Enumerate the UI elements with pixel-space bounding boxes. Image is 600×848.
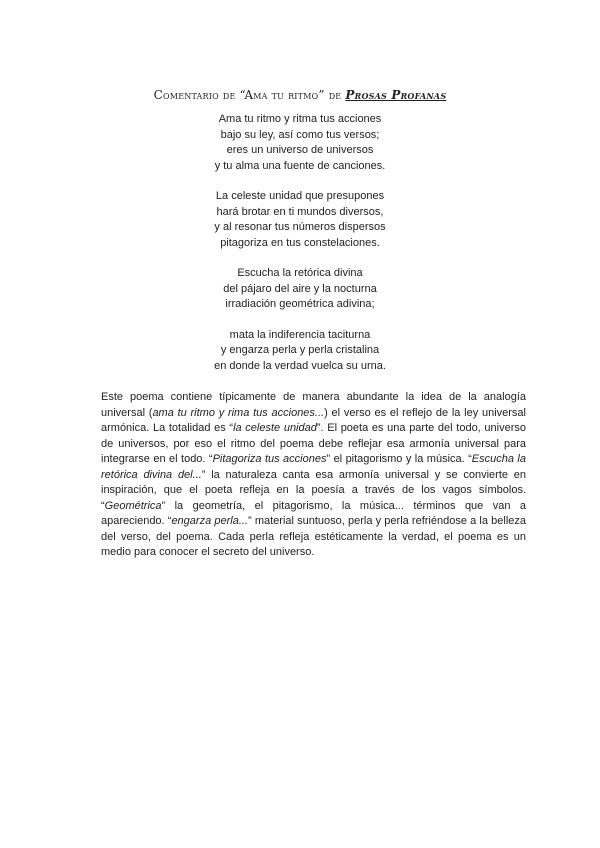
quote: la celeste unidad (233, 422, 317, 434)
poem-line: y engarza perla y perla cristalina (220, 344, 380, 356)
quote: engarza perla... (171, 515, 248, 527)
poem-line: del pájaro del aire y la nocturna (223, 282, 377, 295)
poem-line: y al resonar tus números dispersos (214, 221, 386, 233)
commentary-paragraph (101, 390, 526, 561)
commentary-text: ” la geometría, el pitagorismo, la música... términos que van a apareciendo. “ (101, 499, 526, 527)
commentary-text: Este poema contiene típicamente de manera abundante la idea de la analogía universal ( (101, 391, 526, 419)
quote: Geométrica (104, 499, 162, 512)
poem-stanza (0, 328, 600, 375)
commentary-text: ” el pitagorismo y la música. “ (326, 453, 472, 465)
commentary-text: ”. El poeta es una parte del todo, universo de universos, por eso el ritmo del poema debe reflejar esa armonía universal para integrarse en el todo. “ (101, 422, 526, 465)
poem-line: y tu alma una fuente de canciones. (214, 159, 386, 172)
poem-stanza (0, 189, 600, 251)
poem-line: hará brotar en ti mundos diversos, (216, 205, 384, 218)
poem-line: bajo su ley, así como tus versos; (220, 128, 380, 141)
poem-line: pitagoriza en tus constelaciones. (220, 236, 380, 249)
title-prefix: Comentario de “Ama tu ritmo” de (153, 88, 346, 102)
commentary-text: ” la naturaleza canta esa armonía universal y se convierte en inspiración, que el poeta refleja en la poesía a través de los vagos símbolos. “ (101, 468, 526, 512)
poem-stanza (0, 112, 600, 174)
commentary-text: ) el verso es el reflejo de la ley universal armónica. La totalidad es “ (101, 406, 526, 434)
page-title (0, 88, 600, 102)
poem-line: en donde la verdad vuelca su urna. (214, 359, 386, 372)
quote: Escucha la retórica divina del... (101, 453, 526, 481)
poem (0, 112, 600, 389)
poem-stanza (0, 266, 600, 313)
poem-line: Ama tu ritmo y ritma tus acciones (218, 113, 382, 125)
poem-line: La celeste unidad que presupones (215, 190, 385, 202)
commentary-text: ” material suntuoso, perla y perla refriéndose a la belleza del verso, del poema. Cada perla refleja estéticamente la verdad, el poema es un medio para conocer el secreto del universo. (101, 515, 527, 558)
poem-line: Escucha la retórica divina (237, 267, 363, 279)
quote: ama tu ritmo y rima tus acciones... (152, 406, 325, 419)
book-title: Prosas Profanas (345, 88, 447, 102)
poem-line: eres un universo de universos (226, 144, 374, 156)
poem-line: irradiación geométrica adivina; (225, 298, 375, 310)
quote: Pitagoriza tus acciones (212, 453, 327, 465)
poem-line: mata la indiferencia taciturna (229, 328, 371, 341)
